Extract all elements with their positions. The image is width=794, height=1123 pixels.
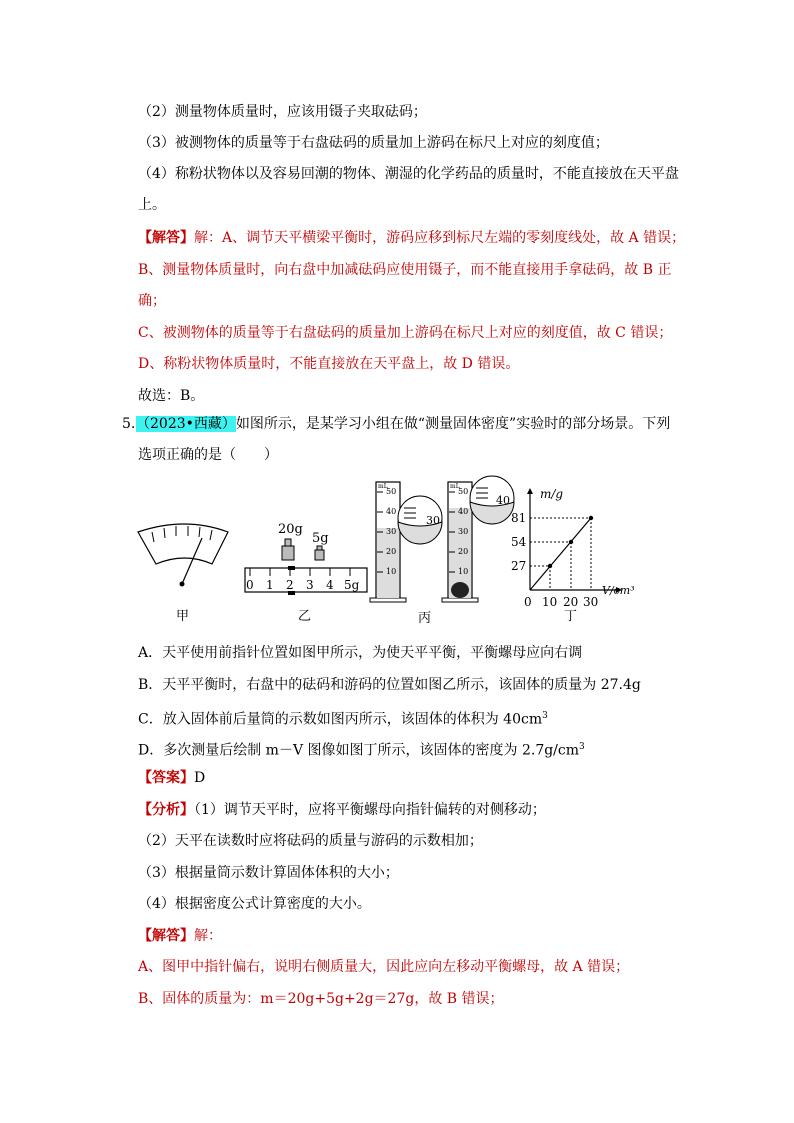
analysis-line-2: （2）天平在读数时应将砝码的质量与游码的示数相加；	[138, 833, 483, 849]
graph-xtick-20: 20	[563, 595, 579, 609]
option-d-sup: 3	[579, 742, 585, 752]
weight-5g-label: 5g	[312, 531, 329, 546]
graph-ytick-81: 81	[511, 511, 527, 525]
balance-dial-diagram	[138, 524, 228, 624]
question-stem-line1	[136, 414, 670, 434]
caption-ding: 丁	[564, 609, 578, 624]
analysis-1-text: （1）调节天平时，应将平衡螺母向指针偏转的对侧移动；	[194, 802, 546, 818]
question-stem-line2: 选项正确的是（ ）	[138, 447, 278, 463]
graph-y-label: m/g	[540, 487, 564, 501]
caption-bing: 丙	[418, 611, 432, 626]
question-number: 5.	[122, 416, 136, 432]
analysis-line-1	[138, 800, 546, 820]
cyl2-tick-50: 50	[458, 487, 469, 496]
q5-solution-a: A、图甲中指针偏右，说明右侧质量大，因此应向左移动平衡螺母，故 A 错误；	[138, 959, 630, 975]
graph-xtick-10: 10	[542, 595, 558, 609]
question-stem-text: 如图所示，是某学习小组在做“测量固体密度”实验时的部分场景。下列	[235, 416, 671, 432]
solution-line-b: B、测量物体质量时，向右盘中加减砝码应使用镊子，而不能直接用手拿砝码，故 B 正	[138, 262, 672, 278]
analysis-point-4: （4）称粉状物体以及容易回潮的物体、潮湿的化学药品的质量时，不能直接放在天平盘	[138, 166, 679, 182]
option-c-sup: 3	[542, 711, 548, 721]
cyl1-unit: mL	[378, 483, 388, 490]
caption-yi: 乙	[298, 609, 312, 624]
solution-line-d: D、称粉状物体质量时，不能直接放在天平盘上，故 D 错误。	[138, 356, 520, 372]
answer-line	[138, 768, 205, 788]
cyl1-tick-10: 10	[386, 567, 397, 576]
option-b: B．天平平衡时，右盘中的砝码和游码的位置如图乙所示，该固体的质量为 27.4g	[138, 677, 641, 693]
cyl1-tick-20: 20	[386, 547, 397, 556]
analysis-point-2: （2）测量物体质量时，应该用镊子夹取砝码；	[138, 104, 427, 120]
q5-solution-head-text: 解：	[194, 928, 222, 944]
solution-line-c: C、被测物体的质量等于右盘砝码的质量加上游码在标尺上对应的刻度值，故 C 错误；	[138, 325, 673, 341]
graph-ytick-54: 54	[511, 535, 527, 549]
experiment-figure	[130, 470, 650, 630]
solution-line-a	[138, 228, 685, 248]
analysis-point-3: （3）被测物体的质量等于右盘砝码的质量加上游码在标尺上对应的刻度值；	[138, 135, 609, 151]
weights-ruler-diagram	[245, 522, 367, 624]
question-source-badge: （2023•西藏）	[136, 416, 236, 432]
cyl1-tick-50: 50	[386, 487, 397, 496]
ruler-tick-5g: 5g	[344, 578, 360, 592]
measuring-cylinders-diagram	[370, 476, 514, 626]
graph-x-label: V/cm³	[602, 584, 635, 597]
cyl1-tick-30: 30	[386, 527, 397, 536]
analysis-point-4-cont: 上。	[138, 197, 166, 213]
option-d	[138, 737, 585, 761]
option-d-text: D．多次测量后绘制 m－V 图像如图丁所示，该固体的密度为 2.7g/cm	[138, 742, 580, 759]
answer-tag: 【答案】	[138, 770, 194, 786]
q5-solution-b: B、固体的质量为：m＝20g+5g+2g＝27g，故 B 错误；	[138, 991, 504, 1007]
ruler-tick-1: 1	[266, 578, 274, 592]
cyl2-tick-20: 20	[458, 547, 469, 556]
solution-head	[138, 926, 222, 946]
solution-a-text: 解：A、调节天平横梁平衡时，游码应移到标尺左端的零刻度线处，故 A 错误；	[194, 230, 686, 246]
caption-jia: 甲	[176, 609, 190, 624]
m-v-graph	[511, 487, 635, 624]
graph-ytick-27: 27	[511, 559, 527, 573]
q5-solution-tag: 【解答】	[138, 928, 194, 944]
solution-line-b-cont: 确；	[138, 293, 166, 309]
ruler-tick-2: 2	[286, 578, 294, 592]
cyl2-unit: mL	[450, 483, 460, 490]
weight-20g-label: 20g	[278, 522, 303, 537]
analysis-tag: 【分析】	[138, 802, 194, 818]
option-c-text: C．放入固体前后量筒的示数如图丙所示，该固体的体积为 40cm	[138, 711, 543, 728]
cyl1-reading: 30	[426, 514, 440, 527]
ruler-tick-4: 4	[326, 578, 334, 592]
ruler-tick-0: 0	[246, 578, 254, 592]
graph-xtick-0: 0	[524, 595, 532, 609]
answer-value: D	[194, 770, 206, 786]
cyl1-tick-40: 40	[386, 507, 397, 516]
graph-xtick-30: 30	[583, 595, 599, 609]
option-a: A．天平使用前指针位置如图甲所示，为使天平平衡，平衡螺母应向右调	[138, 645, 583, 661]
final-choice: 故选：B。	[138, 388, 205, 404]
analysis-line-3: （3）根据量筒示数计算固体体积的大小；	[138, 865, 399, 881]
analysis-line-4: （4）根据密度公式计算密度的大小。	[138, 896, 371, 912]
cyl2-tick-30: 30	[458, 527, 469, 536]
solution-tag: 【解答】	[138, 230, 194, 246]
cyl2-tick-10: 10	[458, 567, 469, 576]
cyl2-tick-40: 40	[458, 507, 469, 516]
ruler-tick-3: 3	[306, 578, 314, 592]
cyl2-reading: 40	[496, 494, 510, 507]
option-c	[138, 706, 548, 730]
